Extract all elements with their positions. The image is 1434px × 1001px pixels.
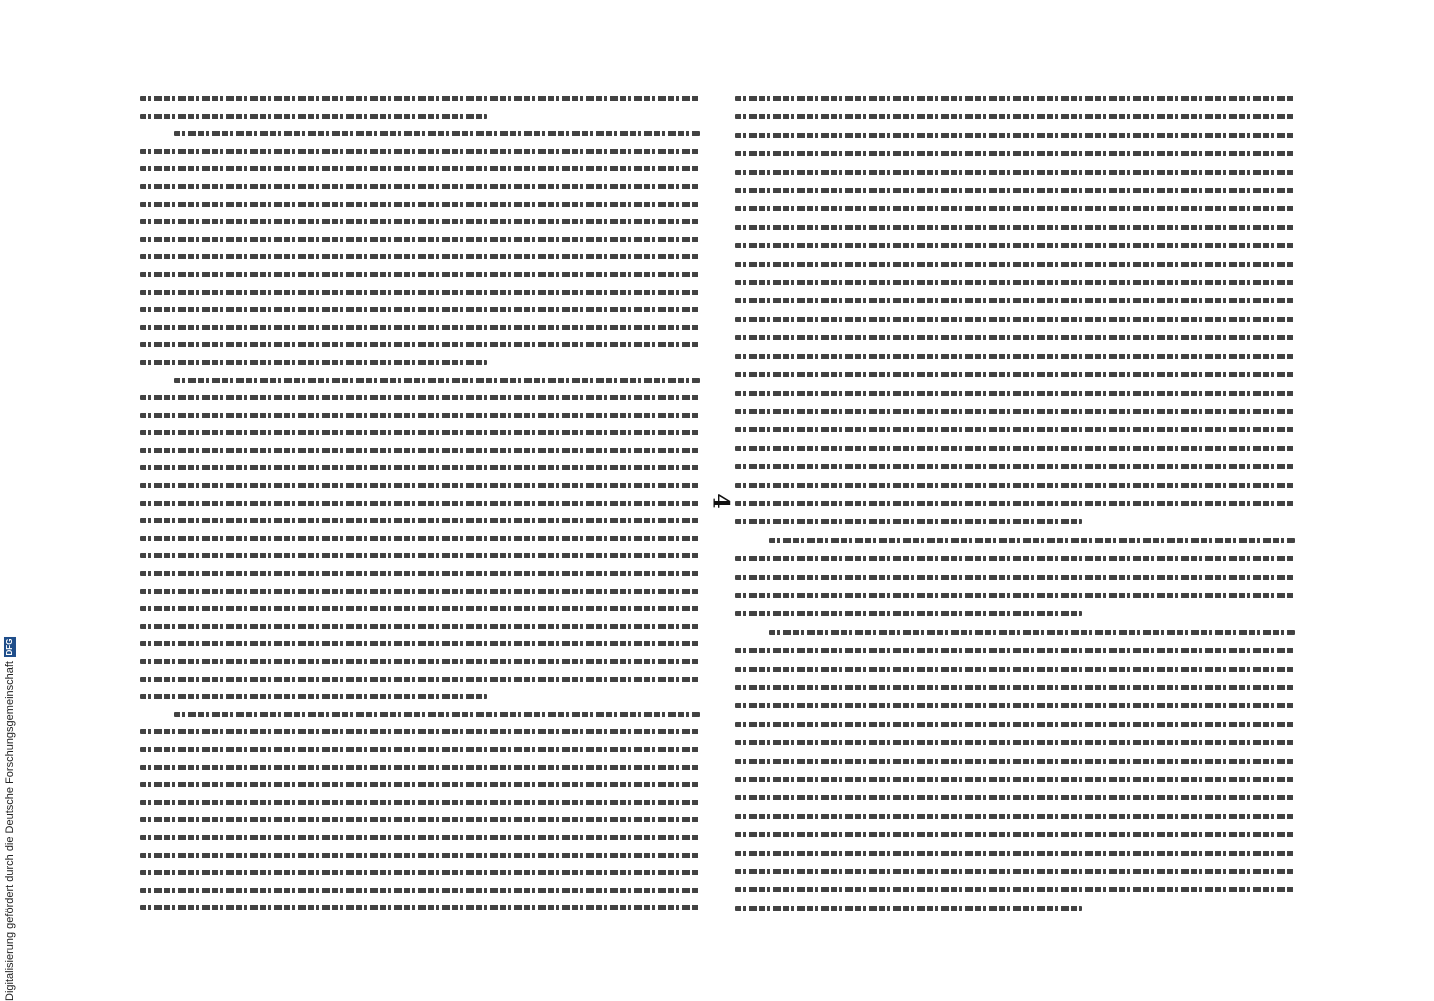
text-line — [735, 722, 1295, 727]
text-line — [140, 694, 487, 699]
text-line — [140, 888, 700, 893]
text-line — [140, 606, 700, 611]
text-line — [140, 413, 700, 418]
text-line — [735, 298, 1295, 303]
text-line — [140, 817, 700, 822]
text-line — [735, 667, 1295, 672]
text-line — [140, 677, 700, 682]
dfg-logo-icon: DFG — [4, 638, 14, 656]
text-line — [140, 747, 700, 752]
text-line — [735, 170, 1295, 175]
text-line — [735, 869, 1295, 874]
text-line — [735, 648, 1295, 653]
text-line — [769, 630, 1295, 635]
digitization-credit — [0, 0, 18, 1000]
text-line — [174, 712, 700, 717]
text-line — [140, 905, 700, 910]
text-line — [140, 765, 700, 770]
text-line — [735, 317, 1295, 322]
text-line — [735, 262, 1295, 267]
text-line — [174, 378, 700, 383]
text-line — [735, 740, 1295, 745]
text-line — [140, 483, 700, 488]
text-line — [140, 395, 700, 400]
text-line — [735, 832, 1295, 837]
text-line — [140, 272, 700, 277]
text-line — [735, 151, 1295, 156]
text-line — [140, 219, 700, 224]
text-line — [140, 853, 700, 858]
text-line — [735, 464, 1295, 469]
text-line — [140, 835, 700, 840]
text-line — [140, 430, 700, 435]
text-line — [140, 782, 700, 787]
text-line — [140, 536, 700, 541]
page-number: 4 — [707, 493, 734, 509]
text-line — [735, 354, 1295, 359]
text-line — [735, 703, 1295, 708]
text-line — [735, 519, 1082, 524]
text-line — [735, 391, 1295, 396]
text-line — [735, 372, 1295, 377]
text-line — [735, 906, 1082, 911]
text-line — [769, 538, 1295, 543]
text-line — [735, 188, 1295, 193]
text-line — [735, 759, 1295, 764]
text-line — [140, 553, 700, 558]
text-line — [735, 611, 1082, 616]
text-line — [735, 96, 1295, 101]
text-line — [735, 243, 1295, 248]
text-line — [140, 589, 700, 594]
text-line — [735, 887, 1295, 892]
text-line — [140, 96, 700, 101]
text-column-left — [140, 96, 700, 911]
credit-text: Digitalisierung gefördert durch die Deutsche Forschungsgemeinschaft — [3, 661, 16, 1001]
text-line — [140, 254, 700, 259]
text-line — [735, 795, 1295, 800]
text-line — [140, 202, 700, 207]
text-line — [735, 685, 1295, 690]
text-line — [140, 448, 700, 453]
text-line — [140, 184, 700, 189]
text-column-right — [735, 96, 1295, 911]
text-line — [140, 114, 487, 119]
text-line — [735, 483, 1295, 488]
text-line — [140, 166, 700, 171]
text-line — [140, 571, 700, 576]
text-line — [174, 131, 700, 136]
text-line — [735, 556, 1295, 561]
text-line — [140, 870, 700, 875]
text-line — [735, 280, 1295, 285]
text-line — [140, 360, 487, 365]
text-line — [735, 427, 1295, 432]
text-line — [735, 409, 1295, 414]
text-line — [735, 814, 1295, 819]
text-line — [735, 851, 1295, 856]
text-line — [140, 237, 700, 242]
text-line — [735, 335, 1295, 340]
text-line — [735, 225, 1295, 230]
text-line — [140, 518, 700, 523]
text-line — [140, 465, 700, 470]
text-line — [735, 206, 1295, 211]
text-line — [735, 133, 1295, 138]
text-line — [735, 777, 1295, 782]
text-line — [140, 149, 700, 154]
text-line — [140, 659, 700, 664]
text-line — [140, 624, 700, 629]
text-line — [140, 325, 700, 330]
text-line — [735, 114, 1295, 119]
text-line — [735, 501, 1295, 506]
text-line — [140, 641, 700, 646]
text-line — [140, 729, 700, 734]
text-line — [140, 342, 700, 347]
text-line — [735, 575, 1295, 580]
text-line — [140, 800, 700, 805]
text-line — [140, 290, 700, 295]
text-line — [735, 593, 1295, 598]
text-line — [140, 501, 700, 506]
text-line — [735, 446, 1295, 451]
text-line — [140, 307, 700, 312]
